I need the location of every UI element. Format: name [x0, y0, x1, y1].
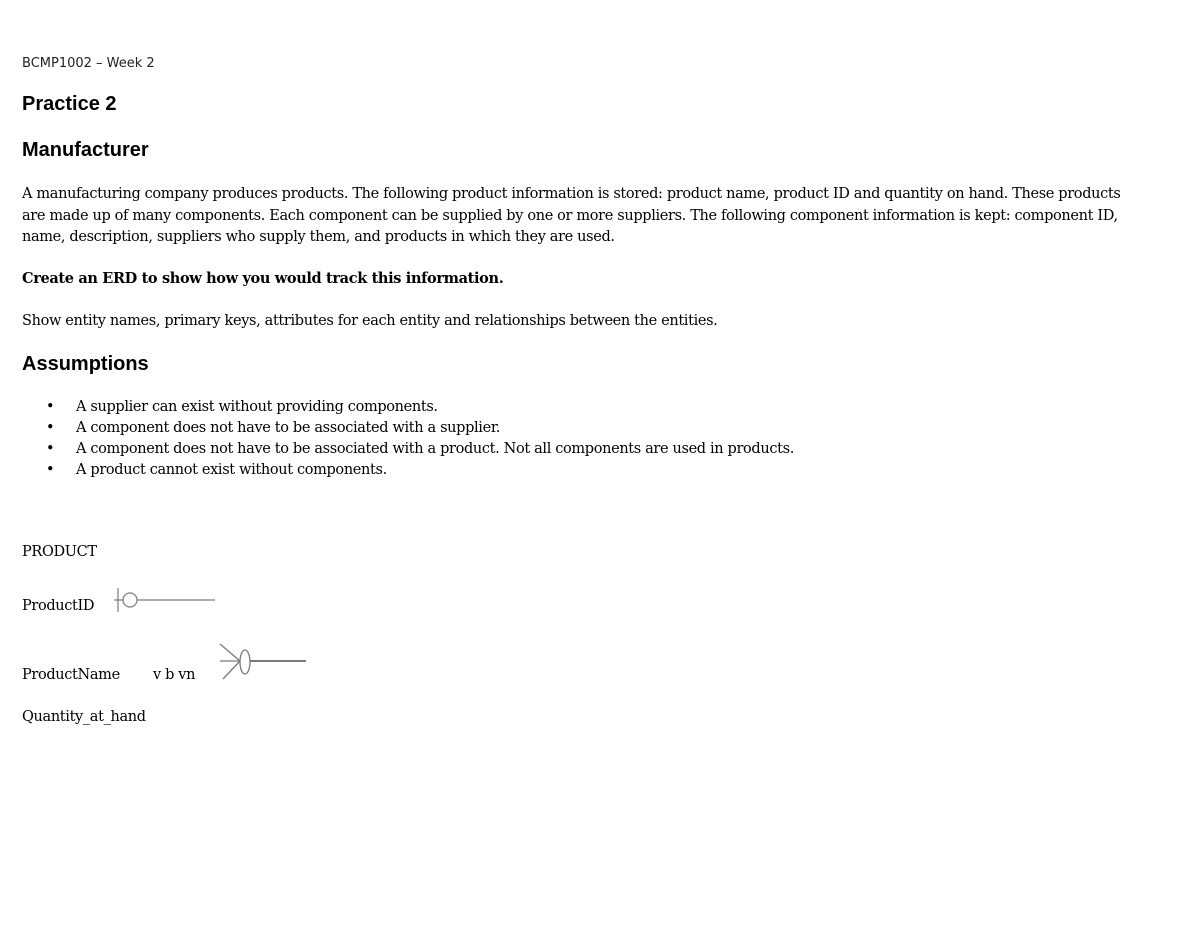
zero-or-many-icon [218, 642, 310, 682]
description-line: are made up of many components. Each component can be supplied by one or more suppliers. The following component information is kept: component ID, [22, 207, 1118, 224]
stray-text: v b vn [153, 667, 196, 683]
assumption-text: A component does not have to be associated with a supplier. [76, 420, 501, 436]
entity-name: PRODUCT [22, 544, 97, 560]
note-text: Show entity names, primary keys, attributes for each entity and relationships between the entities. [22, 313, 718, 329]
bullet-icon: • [46, 462, 55, 478]
zero-or-one-icon [112, 586, 218, 614]
assumption-text: A supplier can exist without providing components. [76, 399, 438, 415]
problem-description [22, 184, 1172, 249]
bullet-icon: • [46, 441, 55, 457]
description-line: A manufacturing company produces products. The following product information is stored: product name, product ID and quantity on hand. These products [22, 186, 1121, 202]
section-heading: Manufacturer [22, 139, 149, 161]
attribute-quantity: Quantity_at_hand [22, 709, 146, 725]
attribute-product-name: ProductName [22, 667, 120, 683]
bullet-icon: • [46, 399, 55, 415]
page-title: Practice 2 [22, 93, 117, 115]
list-item [22, 460, 794, 481]
description-line: name, description, suppliers who supply them, and products in which they are used. [22, 229, 615, 245]
bullet-icon: • [46, 420, 55, 436]
list-item [22, 397, 794, 418]
assumptions-list [22, 397, 794, 481]
assumption-text: A product cannot exist without components. [76, 462, 387, 478]
instruction-text: Create an ERD to show how you would track this information. [22, 270, 504, 287]
attribute-product-id: ProductID [22, 598, 95, 614]
assumption-text: A component does not have to be associated with a product. Not all components are used in products. [76, 441, 794, 457]
list-item [22, 439, 794, 460]
assumptions-heading: Assumptions [22, 353, 149, 375]
list-item [22, 418, 794, 439]
course-header: BCMP1002 – Week 2 [22, 56, 155, 71]
